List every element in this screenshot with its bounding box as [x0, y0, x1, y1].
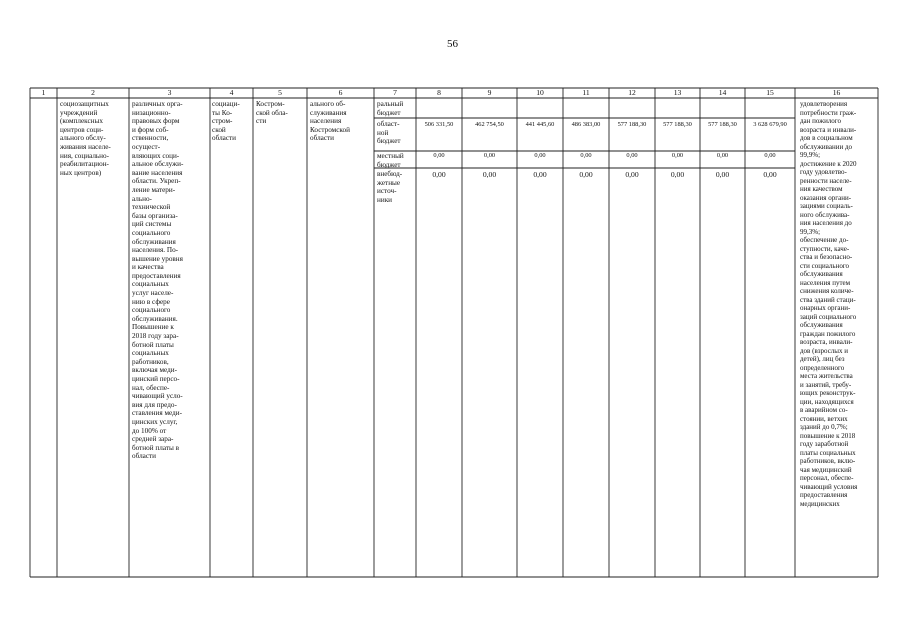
extrabudget-value-col12: 0,00 [625, 171, 639, 179]
local-value-col13: 0,00 [671, 152, 684, 159]
budget-label-federal: ральный бюджет [377, 100, 404, 117]
local-value-col14: 0,00 [716, 152, 729, 159]
col16-text: удовлетворения потребности граж- дан пожилого возраста и инвали- дов в социальном обслуживании до 99,9%; достижение к 2020 году удовлетво- ренности населе- ния качеством оказания органи- зациями социаль- ного обслужива- ния населения до 99,3%; обеспечение до- ступности, каче- ства и безопасно- сти социального обслуживания населения путем снижения количе- ства зданий стаци- онарных органи- заций социального обслуживания граждан пожилого возраста, инвали- дов (взрослых и детей), лиц без определенного места жительства и занятий, требу- ющих реконструк- ции, находящихся в аварийном со- стоянии, ветхих зданий до 0,7%; повышение к 2018 году заработной платы социальных работников, вклю- чая медицинский персонал, обеспе- чивающий условия предоставления медицинских [800, 100, 858, 508]
local-value-col11: 0,00 [580, 152, 592, 159]
extrabudget-value-col8: 0,00 [432, 171, 446, 179]
regional-value-col14: 577 188,30 [708, 121, 737, 128]
header-col-8: 8 [437, 88, 441, 97]
header-col-13: 13 [673, 88, 682, 97]
regional-value-col10: 441 445,60 [525, 121, 555, 128]
header-col-14: 14 [718, 88, 727, 97]
local-value-col9: 0,00 [483, 152, 496, 159]
col4-text: социаци- ты Ко- стром- ской области [212, 100, 240, 143]
header-col-4: 4 [229, 88, 234, 97]
regional-value-col15: 3 628 679,90 [753, 121, 787, 128]
header-col-9: 9 [487, 88, 492, 97]
col2-text: социозащитных учреждений (комплексных центров соци- ального обслу- живания населе- ния, социально- реабилитацион- ных центров) [60, 100, 111, 177]
header-col-3: 3 [167, 88, 172, 97]
budget-label-regional: област- ной бюджет [377, 120, 401, 146]
regional-value-col9: 462 754,50 [475, 121, 504, 128]
local-value-col12: 0,00 [626, 152, 638, 159]
extrabudget-value-col15: 0,00 [763, 171, 777, 179]
extrabudget-value-col11: 0,00 [579, 171, 593, 179]
budget-label-local: местный бюджет [377, 152, 404, 168]
regional-value-col11: 486 383,00 [571, 121, 601, 128]
col5-text: Костром- ской обла- сти [256, 100, 288, 126]
col3-text: различных орга- низационно- правовых форм и форм соб- ственности, осущест- вляющих соци- альное обслужи- вание населения области. Укреп- ление матери- ально- технической базы организа- ций системы социального обслуживания населения. По- вышение уровня и качества предоставления социальных услуг населе- нию в сфере социального обслуживания. Повышение к 2018 году зара- ботной платы социальных работников, включая меди- цинский персо- нал, обеспе- чивающий усло- вия для предо- ставления меди- цинских услуг, до 100% от средней зара- ботной платы в области [132, 100, 184, 461]
header-col-15: 15 [766, 88, 774, 97]
page-number: 56 [447, 38, 458, 50]
regional-value-col13: 577 188,30 [663, 121, 692, 128]
budget-label-extrabudget: внебюд- жетные источ- ники [377, 170, 403, 204]
extrabudget-value-col10: 0,00 [533, 171, 547, 179]
header-col-12: 12 [628, 88, 636, 97]
header-col-10: 10 [536, 88, 544, 97]
extrabudget-value-col13: 0,00 [670, 171, 685, 179]
regional-value-col12: 577 188,30 [617, 121, 647, 128]
header-col-6: 6 [338, 88, 343, 97]
local-value-col8: 0,00 [433, 152, 445, 159]
local-value-col10: 0,00 [534, 152, 546, 159]
header-col-1: 1 [41, 88, 46, 97]
extrabudget-value-col9: 0,00 [482, 171, 497, 179]
header-col-7: 7 [393, 88, 397, 97]
header-col-5: 5 [278, 88, 282, 97]
local-value-col15: 0,00 [764, 152, 776, 159]
extrabudget-value-col14: 0,00 [715, 171, 730, 179]
col6-text: ального об- служивания населения Костромской области [310, 100, 350, 143]
header-col-16: 16 [832, 88, 841, 97]
regional-value-col8: 506 331,50 [424, 121, 454, 128]
header-col-2: 2 [91, 88, 95, 97]
header-col-11: 11 [582, 88, 590, 97]
